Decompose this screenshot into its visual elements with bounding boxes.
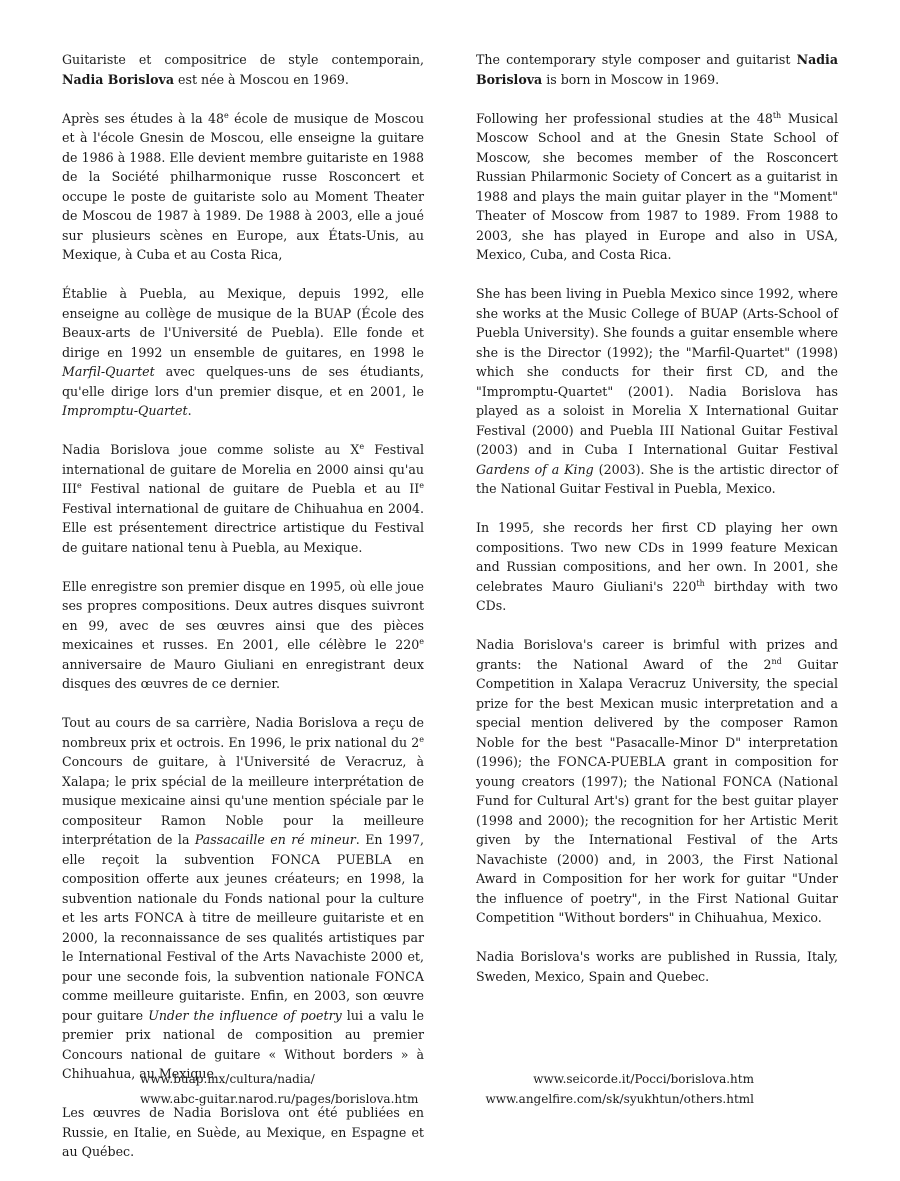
en-paragraph-intro: The contemporary style composer and guitarist Nadia Borislova is born in Moscow in 1969.: [476, 52, 838, 87]
english-column: [476, 50, 838, 1006]
fr-paragraph-festivals: Nadia Borislova joue comme soliste au Xe Festival international de guitare de Morelia en 2000 ainsi qu'au IIIe Festival national de guitare de Puebla et au IIe Festival international de guitare de Chihuahua en 2004. Elle est présentement directrice artistique du Festival de guitare national tenu à Puebla, au Mexique.: [62, 441, 424, 555]
en-paragraph-studies: Following her professional studies at the 48th Musical Moscow School and at the Gnesin State School of Moscow, she becomes member of the Rosconcert Russian Philarmonic Society of Concert as a guitarist in 1988 and plays the main guitar player in the "Moment" Theater of Moscow from 1987 to 1989. From 1988 to 2003, she has played in Europe and also in USA, Mexico, Cuba, and Costa Rica.: [476, 110, 839, 262]
fr-paragraph-publications: Les œuvres de Nadia Borislova ont été publiées en Russie, en Italie, en Suède, au Mexique, en Espagne et au Québec.: [62, 1105, 424, 1159]
fr-paragraph-puebla: Établie à Puebla, au Mexique, depuis 1992, elle enseigne au collège de musique de la BUAP (École des Beaux-arts de l'Université de Puebla). Elle fonde et dirige en 1992 un ensemble de guitares, en 1998 le Marfil-Quartet avec quelques-uns de ses étudiants, qu'elle dirige lors d'un premier disque, et en 2001, le Impromptu-Quartet.: [62, 286, 424, 418]
link-buap[interactable]: www.buap.mx/cultura/nadia/: [140, 1072, 315, 1086]
fr-paragraph-intro: Guitariste et compositrice de style contemporain, Nadia Borislova est née à Moscou en 1969.: [62, 52, 424, 87]
links-left: [140, 1070, 418, 1109]
artist-name: Nadia Borislova: [476, 52, 838, 87]
en-paragraph-awards: Nadia Borislova's career is brimful with prizes and grants: the National Award of the 2nd Guitar Competition in Xalapa Veracruz University, the special prize for the best Mexican music interpretation and a special mention delivered by the composer Ramon Noble for the best "Pasacalle-Minor D" interpretation (1996); the FONCA-PUEBLA grant in composition for young creators (1997); the National FONCA (National Fund for Cultural Art's) grant for the best guitar player (1998 and 2000); the recognition for her Artistic Merit given by the International Festival of the Arts Navachiste (2000) and, in 2003, the First National Award in Composition for her work for guitar "Under the influence of poetry", in the First National Guitar Competition "Without borders" in Chihuahua, Mexico.: [476, 637, 838, 925]
link-abc-guitar[interactable]: www.abc-guitar.narod.ru/pages/borislova.htm: [140, 1091, 419, 1106]
fr-paragraph-studies: Après ses études à la 48e école de musique de Moscou et à l'école Gnesin de Moscou, elle enseigne la guitare de 1986 à 1988. Elle devient membre guitariste en 1988 de la Société philharmonique russe Rosconcert et occupe le poste de guitariste solo au Moment Theater de Moscou de 1987 à 1989. De 1988 à 2003, elle a joué sur plusieurs scènes en Europe, aux États-Unis, au Mexique, à Cuba et au Costa Rica,: [62, 110, 424, 262]
en-paragraph-puebla: She has been living in Puebla Mexico since 1992, where she works at the Music College of BUAP (Arts-School of Puebla University). She founds a guitar ensemble where she is the Director (1992); the "Marfil-Quartet" (1998) which she conducts for their first CD, and the "Impromptu-Quartet" (2001). Nadia Borislova has played as a soloist in Morelia X International Guitar Festival (2000) and Puebla III National Guitar Festival (2003) and in Cuba I International Guitar Festival Gardens of a King (2003). She is the artistic director of the National Guitar Festival in Puebla, Mexico.: [476, 286, 838, 496]
en-paragraph-publications: Nadia Borislova's works are published in Russia, Italy, Sweden, Mexico, Spain and Quebec.: [476, 949, 838, 984]
fr-paragraph-awards: Tout au cours de sa carrière, Nadia Borislova a reçu de nombreux prix et octrois. En 1996, le prix national du 2e Concours de guitare, à l'Université de Veracruz, à Xalapa; le prix spécial de la meilleure interprétation de musique mexicaine ainsi qu'une mention spéciale par le compositeur Ramon Noble pour la meilleure interprétation de la Passacaille en ré mineur. En 1997, elle reçoit la subvention FONCA PUEBLA en composition offerte aux jeunes créateurs; en 1998, la subvention nationale du Fonds national pour la culture et les arts FONCA à titre de meilleure guitariste et en 2000, la reconnaissance de ses qualités artistiques par le International Festival of the Arts Navachiste 2000 et, pour une seconde fois, la subvention nationale FONCA comme meilleure guitariste. Enfin, en 2003, son œuvre pour guitare Under the influence of poetry lui a valu le premier prix national de composition au premier Concours national de guitare « Without borders » à Chihuahua, au Mexique.: [62, 715, 424, 1081]
link-seicorde[interactable]: www.seicorde.it/Pocci/borislova.htm: [533, 1072, 754, 1086]
artist-name: Nadia Borislova: [62, 71, 175, 87]
links-right: [485, 1070, 754, 1109]
fr-paragraph-recordings: Elle enregistre son premier disque en 1995, où elle joue ses propres compositions. Deux autres disques suivront en 99, avec de ses œuvres ainsi que des pièces mexicaines et russes. En 2001, elle célèbre le 220e anniversaire de Mauro Giuliani en enregistrant deux disques des œuvres de ce dernier.: [62, 578, 424, 691]
french-column: [62, 50, 424, 1181]
en-paragraph-recordings: In 1995, she records her first CD playing her own compositions. Two new CDs in 1999 feature Mexican and Russian compositions, and her own. In 2001, she celebrates Mauro Giuliani's 220th birthday with two CDs.: [476, 520, 838, 613]
link-angelfire[interactable]: www.angelfire.com/sk/syukhtun/others.html: [485, 1091, 754, 1106]
